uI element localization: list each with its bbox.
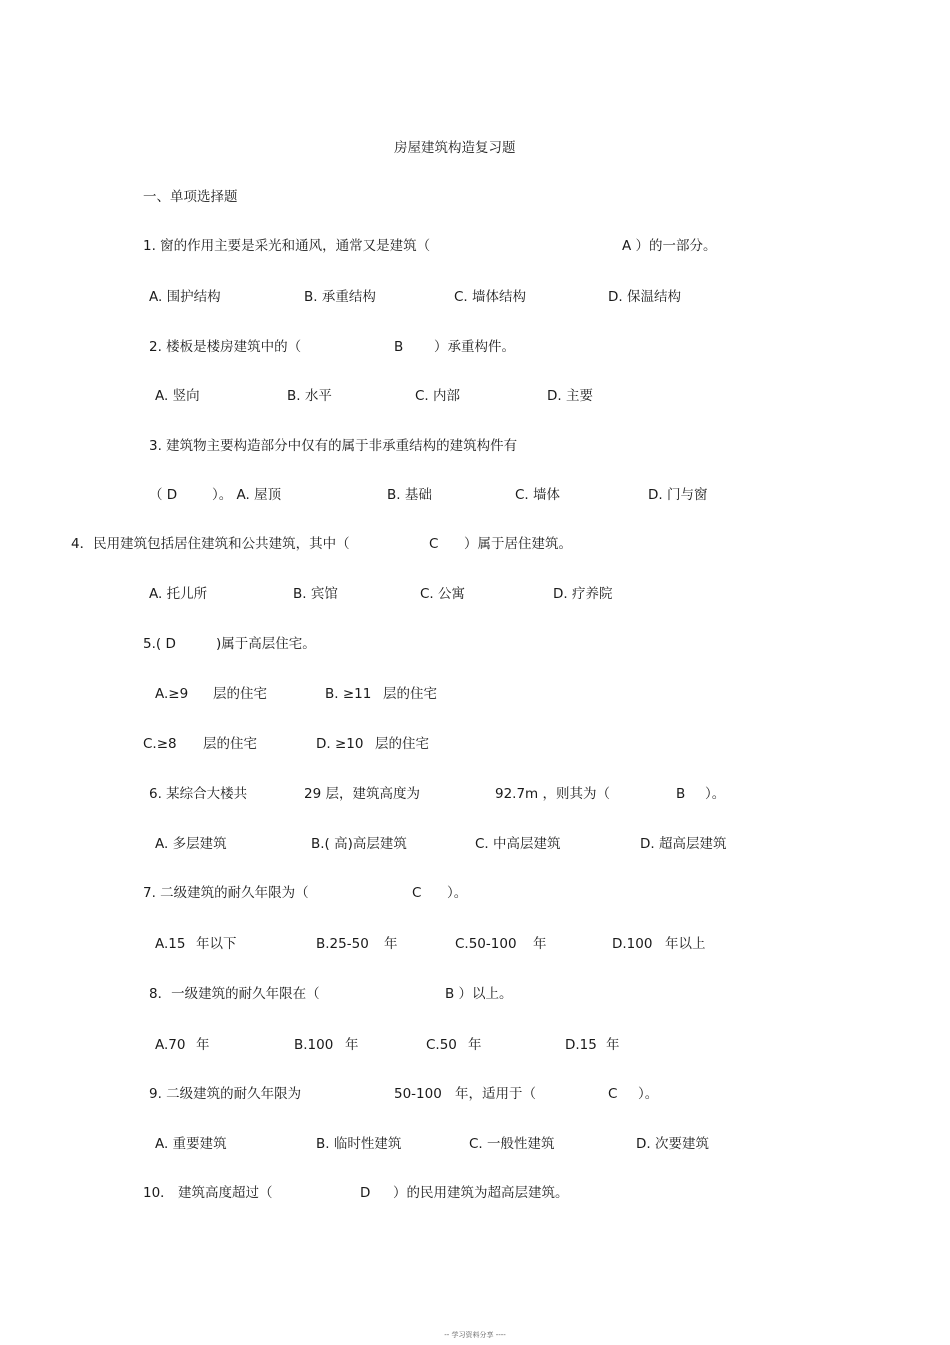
q4-tail: ）属于居住建筑。 [464, 536, 572, 552]
q5-option-c-value: C.≥8 [143, 736, 177, 752]
page-footer: -- 学习资料分享 ---- [444, 1331, 506, 1339]
q8-option-b-value: B.100 [294, 1037, 334, 1053]
q9-option-b: B. 临时性建筑 [316, 1136, 402, 1152]
q1-answer: A ）的一部分。 [622, 238, 717, 254]
q8-answer: B ）以上。 [445, 986, 513, 1002]
q3-stem: 3. 建筑物主要构造部分中仅有的属于非承重结构的建筑构件有 [149, 438, 518, 454]
q7-option-d-unit: 年以上 [665, 936, 706, 952]
q7-answer: C [412, 885, 422, 901]
q8-option-d-unit: 年 [606, 1037, 620, 1053]
q7-option-c-unit: 年 [533, 936, 547, 952]
q6-option-a: A. 多层建筑 [155, 836, 227, 852]
q2-option-d: D. 主要 [547, 388, 593, 404]
q5-option-a-value: A.≥9 [155, 686, 189, 702]
q6-stem-c: 92.7m ，则其为（ [495, 786, 611, 802]
q2-tail: ）承重构件。 [434, 339, 515, 355]
q1-stem: 1. 窗的作用主要是采光和通风，通常又是建筑（ [143, 238, 431, 254]
q7-option-b-unit: 年 [384, 936, 398, 952]
q6-option-d: D. 超高层建筑 [640, 836, 727, 852]
q2-option-b: B. 水平 [287, 388, 332, 404]
q2-option-c: C. 内部 [415, 388, 461, 404]
q9-option-d: D. 次要建筑 [636, 1136, 709, 1152]
q8-option-c-unit: 年 [468, 1037, 482, 1053]
q9-stem-b: 50-100 [394, 1086, 442, 1102]
q3-option-b: B. 基础 [387, 487, 432, 503]
q10-tail: ）的民用建筑为超高层建筑。 [393, 1185, 569, 1201]
q2-answer: B [394, 339, 404, 355]
q8-option-a-value: A.70 [155, 1037, 186, 1053]
q3-answer: （ D [149, 487, 178, 503]
q1-option-b: B. 承重结构 [304, 289, 376, 305]
q5-option-c-unit: 层的住宅 [203, 736, 257, 752]
q1-option-a: A. 围护结构 [149, 289, 221, 305]
q6-option-c: C. 中高层建筑 [475, 836, 561, 852]
q9-option-a: A. 重要建筑 [155, 1136, 227, 1152]
document-title: 房屋建筑构造复习题 [394, 140, 516, 156]
q8-option-d-value: D.15 [565, 1037, 597, 1053]
q4-option-c: C. 公寓 [420, 586, 466, 602]
q6-answer: B [676, 786, 686, 802]
q7-option-c-value: C.50-100 [455, 936, 517, 952]
q10-stem: 10． 建筑高度超过（ [143, 1185, 273, 1201]
q5-option-b-unit: 层的住宅 [383, 686, 437, 702]
q7-stem: 7. 二级建筑的耐久年限为（ [143, 885, 309, 901]
q7-option-a-unit: 年以下 [196, 936, 237, 952]
q3-option-a: ）。 A. 屋顶 [212, 487, 282, 503]
q7-option-a-value: A.15 [155, 936, 186, 952]
q5-stem: )属于高层住宅。 [216, 636, 316, 652]
q2-option-a: A. 竖向 [155, 388, 200, 404]
q7-tail: ）。 [447, 885, 468, 901]
q5-option-b-value: B. ≥11 [325, 686, 372, 702]
q1-option-c: C. 墙体结构 [454, 289, 527, 305]
q5-option-a-unit: 层的住宅 [213, 686, 267, 702]
q9-stem-a: 9. 二级建筑的耐久年限为 [149, 1086, 302, 1102]
q8-option-a-unit: 年 [196, 1037, 210, 1053]
q7-option-d-value: D.100 [612, 936, 653, 952]
q5-option-d-unit: 层的住宅 [375, 736, 429, 752]
q9-tail: ）。 [638, 1086, 659, 1102]
q4-option-b: B. 宾馆 [293, 586, 338, 602]
q8-option-b-unit: 年 [345, 1037, 359, 1053]
q4-option-a: A. 托儿所 [149, 586, 208, 602]
q6-stem-b: 29 层，建筑高度为 [304, 786, 420, 802]
q5-option-d-value: D. ≥10 [316, 736, 364, 752]
q7-option-b-value: B.25-50 [316, 936, 369, 952]
q4-answer: C [429, 536, 439, 552]
q9-answer: C [608, 1086, 618, 1102]
q9-option-c: C. 一般性建筑 [469, 1136, 555, 1152]
section-heading: 一、单项选择题 [143, 189, 238, 205]
q6-option-b: B.( 高)高层建筑 [311, 836, 407, 852]
q5-answer: 5.( D [143, 636, 176, 652]
q10-answer: D [360, 1185, 371, 1201]
q6-stem-a: 6. 某综合大楼共 [149, 786, 248, 802]
q1-option-d: D. 保温结构 [608, 289, 681, 305]
q6-tail: ）。 [705, 786, 726, 802]
q4-option-d: D. 疗养院 [553, 586, 613, 602]
q8-option-c-value: C.50 [426, 1037, 457, 1053]
q8-stem: 8．一级建筑的耐久年限在（ [149, 986, 320, 1002]
q4-stem: 4．民用建筑包括居住建筑和公共建筑，其中（ [71, 536, 350, 552]
q9-stem-c: 年，适用于（ [455, 1086, 536, 1102]
q3-option-c: C. 墙体 [515, 487, 561, 503]
q3-option-d: D. 门与窗 [648, 487, 708, 503]
q2-stem: 2. 楼板是楼房建筑中的（ [149, 339, 302, 355]
